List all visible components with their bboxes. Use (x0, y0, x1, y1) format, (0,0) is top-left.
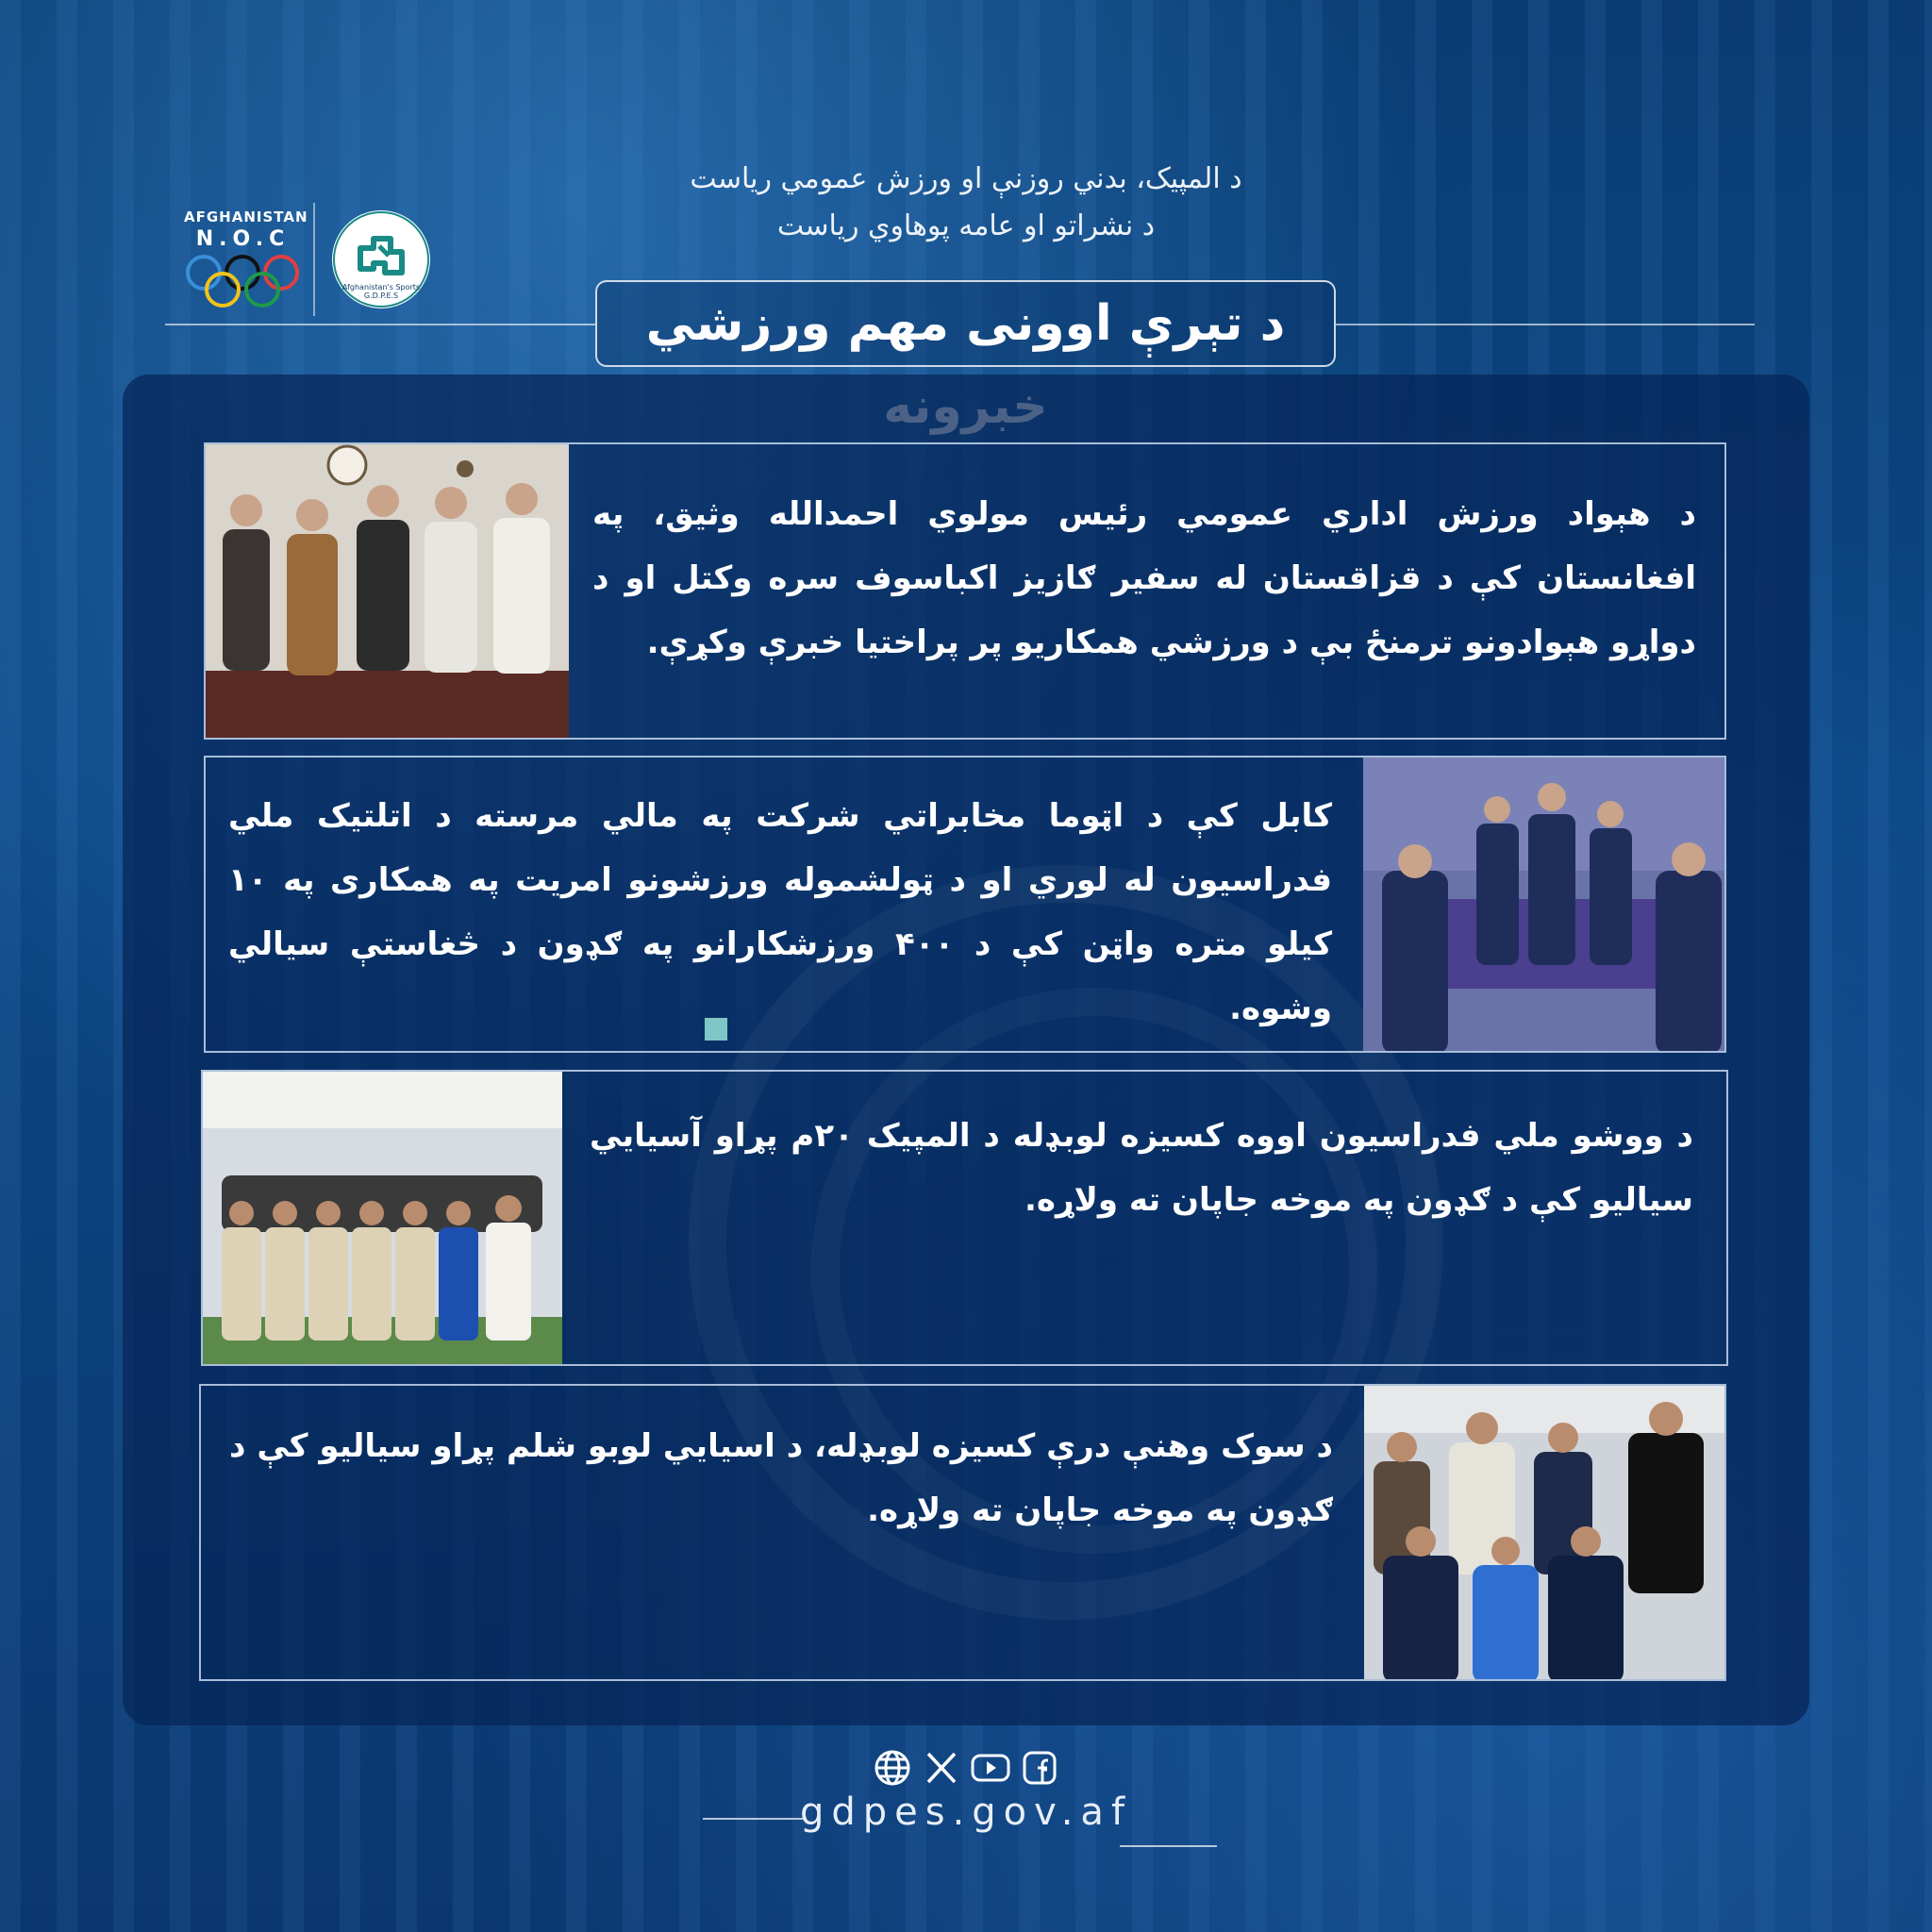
news-text-1: د هېواد ورزش اداري عمومي رئيس مولوي احمدالله وثيق، په افغانستان کې د قزاقستان له سفیر ګازيز اکباسوف سره وکتل او د دواړو هېوادونو ترمنځ بې د ورزشي همکاريو پر پراختيا خبرې وکړې. (592, 495, 1696, 661)
title-rule-right (1336, 324, 1755, 325)
footer-rule-right (1120, 1845, 1217, 1847)
news-card-4[interactable] (199, 1384, 1726, 1681)
accent-square (705, 1018, 727, 1041)
noc-country: AFGHANISTAN (184, 208, 308, 225)
title-rule-left (165, 324, 595, 325)
x-icon[interactable] (921, 1747, 962, 1789)
website-link[interactable]: gdpes.gov.af (799, 1790, 1133, 1834)
news-card-1[interactable] (204, 442, 1726, 740)
youtube-icon[interactable] (970, 1747, 1011, 1789)
olympic-rings-icon (184, 253, 302, 311)
meeting-photo-icon (206, 444, 569, 738)
noc-abbr: N.O.C (195, 226, 291, 251)
noc-logo (184, 208, 308, 311)
wushu-team-photo-icon (203, 1072, 562, 1364)
news-card-2[interactable] (204, 756, 1726, 1053)
header-line-2: د نشراتو او عامه پوهاوي رياست (776, 209, 1156, 242)
gdpes-caption-2: G.D.P.E.S (363, 291, 399, 300)
gdpes-logo (332, 210, 430, 308)
news-text-4: د سوک وهنې درې کسيزه لوبډله، د اسيايي لوبو شلم پړاو سيالیو کې د ګډون په موخه جاپان ته ولاړه. (229, 1427, 1333, 1529)
globe-icon[interactable] (872, 1747, 913, 1789)
race-award-photo-icon (1363, 758, 1724, 1051)
social-links (872, 1747, 1060, 1789)
news-photo-2 (1363, 758, 1724, 1051)
header-line-1: د المپیک، بدني روزنې او ورزش عمومي رياست (690, 162, 1242, 195)
news-photo-4 (1364, 1386, 1724, 1679)
logo-divider (313, 203, 315, 316)
gdpes-caption-1: Afghanistan's Sports (341, 283, 421, 291)
news-text-3: د ووشو ملي فدراسیون اووه کسیزه لوبډله د المپیک ۲۰م پړاو آسيايي سيالیو کې د ګډون په موخه جاپان ته ولاړه. (590, 1117, 1693, 1219)
news-photo-3 (203, 1072, 562, 1364)
page-title: د تېرې اوونی مهم ورزشي (595, 280, 1336, 367)
news-text-2: کابل کې د اټوما مخابراتي شرکت په مالي مرسته د اتلتيک ملي فدراسيون له لوري او د ټولشموله ورزشونو امريت په همکاری په ۱۰ کيلو متره واټن کې د ۴۰۰ ورزشکارانو په ګډون د څغاستې سيالي وشوه. (228, 797, 1332, 1027)
boxing-team-photo-icon (1364, 1386, 1724, 1679)
news-card-3[interactable] (201, 1070, 1728, 1366)
news-photo-1 (206, 444, 569, 738)
gdpes-caption (332, 283, 430, 300)
logos (184, 203, 430, 316)
facebook-icon[interactable] (1019, 1747, 1060, 1789)
